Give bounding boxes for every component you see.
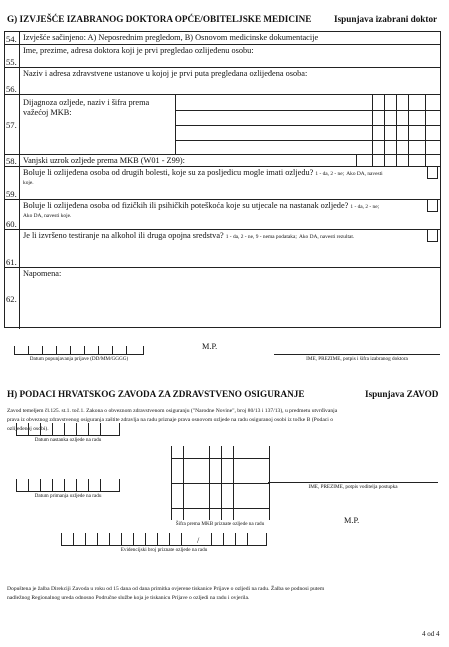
row-60-question: Boluje li ozlijeđena osoba od fizičkih ili psihičkih poteškoća koje su utjecale na nastanak ozljede?: [23, 201, 349, 210]
row-57-label-2: važećoj MKB:: [23, 108, 72, 117]
section-h-body-1: Zavod temeljem čl.125. st.1. toč.1. Zakona o obveznom zdravstvenom osiguranju ("Narodne Novine", broj 80/13 i 137/13), u predmetu utvrđivanja: [7, 408, 338, 414]
row-59-hint: 1 - da, 2 - ne;: [315, 171, 345, 177]
row-59-answer-box[interactable]: [427, 167, 438, 179]
date-fill-label: Datum popunjavanja prijave (DD/MM/GGGG): [29, 356, 129, 362]
row-60-hint-line2: Ako DA, navesti koje.: [23, 213, 72, 219]
record-number-slash: /: [197, 536, 200, 545]
appeal-note-1: Dopuštena je žalba Direkciji Zavoda u roku od 15 dana od dana primitka ovjerene tiskanice Prijave o ozljedi na radu. Žalba se podnosi putem: [7, 586, 325, 592]
date-fill-field[interactable]: [14, 346, 144, 355]
row-58-label: Vanjski uzrok ozljede prema MKB (W01 - Z99):: [23, 156, 185, 165]
row-59-hint-tail: Ako DA, navesti: [346, 171, 383, 177]
row-56-label: Naziv i adresa zdravstvene ustanove u kojoj je prvi puta pregledana ozlijeđena osoba:: [23, 69, 308, 78]
row-61-question: Je li izvršeno testiranje na alkohol ili druga opojna sredstva?: [23, 231, 224, 240]
row-number: 62.: [5, 268, 20, 329]
row-60-label: [23, 201, 437, 211]
record-number-label: Evidencijski broj priznate ozljede na radu: [120, 547, 208, 553]
row-54: [5, 32, 440, 44]
appeal-note-2: nadležnog Regionalnog ureda odnosno Područne službe koja je tiskanicu Prijave o ozljedi na radu i ovjerila.: [7, 595, 250, 601]
row-61-label: [23, 231, 437, 241]
record-number-field[interactable]: [61, 533, 267, 546]
receipt-date-field[interactable]: [16, 479, 120, 492]
row-61-answer-box[interactable]: [427, 230, 438, 242]
row-60-hint: 1 - da, 2 - ne;: [350, 204, 380, 210]
row-62-label: Napomena:: [23, 269, 62, 278]
row-60[interactable]: [5, 199, 440, 229]
row-number: 60.: [5, 200, 20, 229]
row-number: 58.: [5, 155, 20, 166]
row-61-hint-tail: Ako DA, navesti rezultat.: [298, 234, 355, 240]
row-62[interactable]: [5, 267, 440, 329]
mkb-code-field[interactable]: [171, 446, 270, 520]
row-number: 59.: [5, 167, 20, 199]
receipt-date-label: Datum primanja ozljede na radu: [34, 493, 102, 499]
row-61-hint: 1 - da, 2 - ne, 9 - nema podataka;: [225, 234, 297, 240]
page-number: 4 od 4: [422, 630, 440, 638]
row-61[interactable]: [5, 229, 440, 267]
row-59[interactable]: [5, 166, 440, 199]
section-h-title: H) PODACI HRVATSKOG ZAVODA ZA ZDRAVSTVENO OSIGURANJE: [7, 389, 305, 399]
row-number: 56.: [5, 68, 20, 94]
row-57[interactable]: [5, 94, 440, 154]
row-55-label: Ime, prezime, adresa doktora koji je prvi pregledao ozlijeđenu osobu:: [23, 46, 254, 55]
row-number: 54.: [5, 32, 20, 44]
row-56[interactable]: [5, 67, 440, 94]
mkb-code-label: Šifra prema MKB priznate ozljede na radu: [175, 521, 265, 527]
section-g-title: G) IZVJEŠĆE IZABRANOG DOKTORA OPĆE/OBITELJSKE MEDICINE: [7, 14, 312, 24]
injury-date-field[interactable]: [16, 423, 120, 436]
doctor-signature-line[interactable]: [274, 354, 440, 355]
section-h-body-3: ozlijeđenoj osobi).: [7, 426, 49, 432]
row-number: 61.: [5, 230, 20, 267]
row-number: 57.: [5, 95, 20, 154]
stamp-h: M.P.: [344, 516, 360, 525]
approver-signature-label: IME, PREZIME, potpis voditelja postupka: [308, 484, 398, 490]
row-55[interactable]: [5, 44, 440, 67]
row-58[interactable]: [5, 154, 440, 166]
section-g-table: [4, 31, 441, 328]
row-57-label-1: Dijagnoza ozljede, naziv i šifra prema: [23, 98, 150, 107]
row-54-label: Izvješće sačinjeno: A) Neposrednim pregledom, B) Osnovom medicinske dokumentacije: [23, 33, 319, 42]
injury-date-label: Datum nastanka ozljede na radu: [34, 437, 102, 443]
approver-signature-line[interactable]: [268, 482, 438, 483]
row-60-answer-box[interactable]: [427, 200, 438, 212]
row-59-question: Boluje li ozlijeđena osoba od drugih bolesti, koje su za posljedicu mogle imati ozljedu?: [23, 168, 314, 177]
row-59-label: [23, 168, 383, 178]
row-59-hint-line2: koje.: [23, 180, 34, 186]
doctor-signature-label: IME, PREZIME, potpis i šifra izabranog doktora: [306, 356, 408, 362]
stamp-g: M.P.: [202, 342, 218, 351]
section-g-filled-by: Ispunjava izabrani doktor: [334, 14, 438, 24]
row-number: 55.: [5, 45, 20, 67]
section-h-filled-by: Ispunjava ZAVOD: [365, 389, 439, 399]
section-h-body-2: prava iz obveznog zdravstvenog osiguranja zaštite zdravlja na radu priznaje prava osnovom ozljede na radu osiguranoj osobi iz točke B (Podaci o: [7, 417, 334, 423]
